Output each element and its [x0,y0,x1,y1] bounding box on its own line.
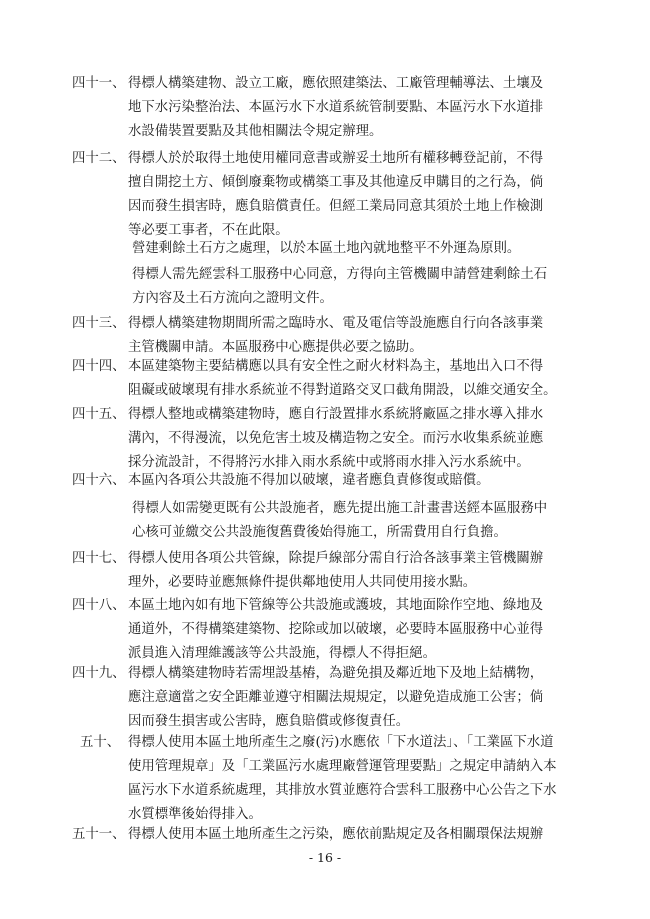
clause-line: 得標人構築建物、設立工廠，應依照建築法、工廠管理輔導法、土壤及 [128,76,544,91]
clause-line: 理外，必要時並應無條件提供鄰地使用人共同使用接水點。 [128,575,477,590]
paragraph-line: 心核可並繳交公共設施復舊費後始得施工，所需費用自行負擔。 [132,525,507,540]
clause-line: 得標人構築建物期間所需之臨時水、電及電信等設施應自行向各該事業 [128,316,544,331]
clause-number: 四十六、 [72,473,126,488]
clause-line: 水質標準後始得排入。 [128,807,262,822]
clause-line: 得標人使用各項公共管線，除提戶線部分需自行洽各該事業主管機關辦 [128,551,544,566]
clause-line: 等必要工事者，不在此限。 [128,223,289,238]
paragraph-line: 方內容及土石方流向之證明文件。 [132,291,333,306]
clause-number: 五十、 [80,735,121,750]
clause-line: 地下水污染整治法、本區污水下水道系統管制要點、本區污水下水道排 [128,100,544,115]
clause-line: 得標人使用本區土地所產生之廢(污)水應依「下水道法」、「工業區下水道 [128,735,554,750]
clause-line: 水設備裝置要點及其他相關法令規定辦理。 [128,124,383,139]
clause-number: 四十五、 [72,407,126,422]
clause-line: 因而發生損害或公害時，應負賠償或修復責任。 [128,714,410,729]
paragraph-surplus-earth [132,237,602,261]
clause-line: 擅自開挖土方、傾倒廢棄物或構築工事及其他違反申購目的之行為，倘 [128,175,544,190]
clause-line: 得標人於於取得土地使用權同意書或辦妥土地所有權移轉登記前，不得 [128,151,544,166]
clause-line: 通道外，不得構築建築物、挖除或加以破壞，必要時本區服務中心並得 [128,622,544,637]
clause-line: 派員進入清理維護該等公共設施，得標人不得拒絕。 [128,646,436,661]
clause-line: 使用管理規章」及「工業區污水處理廠營運管理要點」之規定申請納入本 [128,759,557,774]
clause-line: 本區內各項公共設施不得加以破壞，違者應負責修復或賠償。 [128,473,490,488]
clause-line: 因而發生損害時，應負賠償責任。但經工業局同意其須於土地上作檢測 [128,199,544,214]
clause-number: 四十三、 [72,316,126,331]
clause-number: 四十四、 [72,359,126,374]
paragraph-line: 得標人如需變更既有公共設施者，應先提出施工計畫書送經本區服務中 [132,501,548,516]
clause-number: 五十一、 [72,827,126,842]
clause-line: 得標人整地或構築建物時，應自行設置排水系統將廠區之排水導入排水 [128,407,544,422]
paragraph-line: 得標人需先經雲科工服務中心同意，方得向主管機關申請營建剩餘土石 [132,267,548,282]
paragraph-facility-change [132,497,602,545]
clause-line: 本區土地內如有地下管線等公共設施或護坡，其地面除作空地、綠地及 [128,598,544,613]
clause-line: 應注意適當之安全距離並遵守相關法規規定，以避免造成施工公害；倘 [128,690,544,705]
clause-number: 四十八、 [72,598,126,613]
clause-number: 四十七、 [72,551,126,566]
clause-line: 阻礙或破壞現有排水系統並不得對道路交叉口截角開設，以維交通安全。 [128,383,557,398]
page-number: - 16 - [308,850,342,865]
clause-number: 四十二、 [72,151,126,166]
clause-number: 四十一、 [72,76,126,91]
clause-line: 得標人使用本區土地所產生之污染，應依前點規定及各相關環保法規辦 [128,827,544,842]
clause-line: 區污水下水道系統處理，其排放水質並應符合雲科工服務中心公告之下水 [128,783,557,798]
clause-line: 採分流設計，不得將污水排入雨水系統中或將雨水排入污水系統中。 [128,455,530,470]
paragraph-line: 營建剩餘土石方之處理，以於本區土地內就地整平不外運為原則。 [132,241,521,256]
clause-line: 本區建築物主要結構應以具有安全性之耐火材料為主，基地出入口不得 [128,359,544,374]
clause-line: 主管機關申請。本區服務中心應提供必要之協助。 [128,340,423,355]
clause-line: 溝內，不得漫流，以免危害土坡及構造物之安全。而污水收集系統並應 [128,431,544,446]
clause-number: 四十九、 [72,666,126,681]
paragraph-approval [132,263,602,311]
clause-line: 得標人構築建物時若需埋設基樁，為避免損及鄰近地下及地上結構物， [128,666,544,681]
